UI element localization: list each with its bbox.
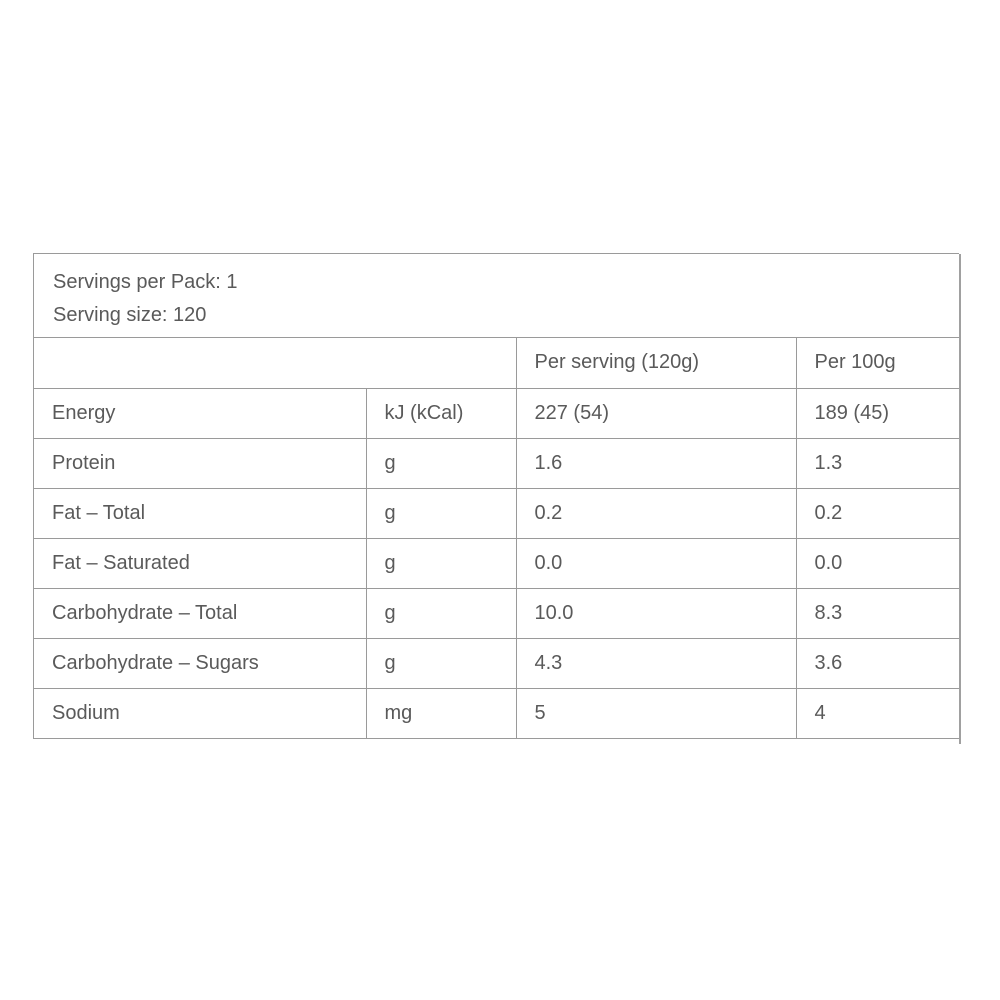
nutrient-name: Carbohydrate – Total (34, 588, 366, 638)
table-row (34, 488, 959, 538)
table-row (34, 588, 959, 638)
table-row (34, 538, 959, 588)
table-row (34, 438, 959, 488)
value-per-100g: 1.3 (796, 438, 959, 488)
nutrient-unit: g (366, 538, 516, 588)
header-per-serving: Per serving (120g) (516, 338, 796, 388)
servings-per-pack: Servings per Pack: 1 (53, 271, 238, 293)
table-row (34, 388, 959, 438)
header-nutrient (34, 338, 366, 388)
value-per-100g: 189 (45) (796, 388, 959, 438)
table-row (34, 638, 959, 688)
nutrient-unit: kJ (kCal) (366, 388, 516, 438)
value-per-serving: 0.0 (516, 538, 796, 588)
nutrient-name: Fat – Total (34, 488, 366, 538)
table-row (34, 688, 959, 738)
nutrient-unit: mg (366, 688, 516, 738)
value-per-serving: 1.6 (516, 438, 796, 488)
value-per-serving: 4.3 (516, 638, 796, 688)
nutrition-panel (33, 253, 959, 739)
nutrient-name: Fat – Saturated (34, 538, 366, 588)
nutrient-unit: g (366, 638, 516, 688)
value-per-serving: 227 (54) (516, 388, 796, 438)
value-per-serving: 0.2 (516, 488, 796, 538)
nutrient-unit: g (366, 588, 516, 638)
nutrient-name: Carbohydrate – Sugars (34, 638, 366, 688)
nutrient-unit: g (366, 488, 516, 538)
nutrient-name: Sodium (34, 688, 366, 738)
value-per-serving: 10.0 (516, 588, 796, 638)
value-per-100g: 0.2 (796, 488, 959, 538)
nutrient-name: Protein (34, 438, 366, 488)
value-per-100g: 0.0 (796, 538, 959, 588)
value-per-serving: 5 (516, 688, 796, 738)
nutrient-name: Energy (34, 388, 366, 438)
header-per-100g: Per 100g (796, 338, 959, 388)
value-per-100g: 3.6 (796, 638, 959, 688)
value-per-100g: 8.3 (796, 588, 959, 638)
nutrition-table (34, 338, 959, 739)
serving-size: Serving size: 120 (53, 304, 207, 326)
table-header-row (34, 338, 959, 388)
value-per-100g: 4 (796, 688, 959, 738)
nutrient-unit: g (366, 438, 516, 488)
header-unit (366, 338, 516, 388)
serving-info (34, 254, 959, 338)
